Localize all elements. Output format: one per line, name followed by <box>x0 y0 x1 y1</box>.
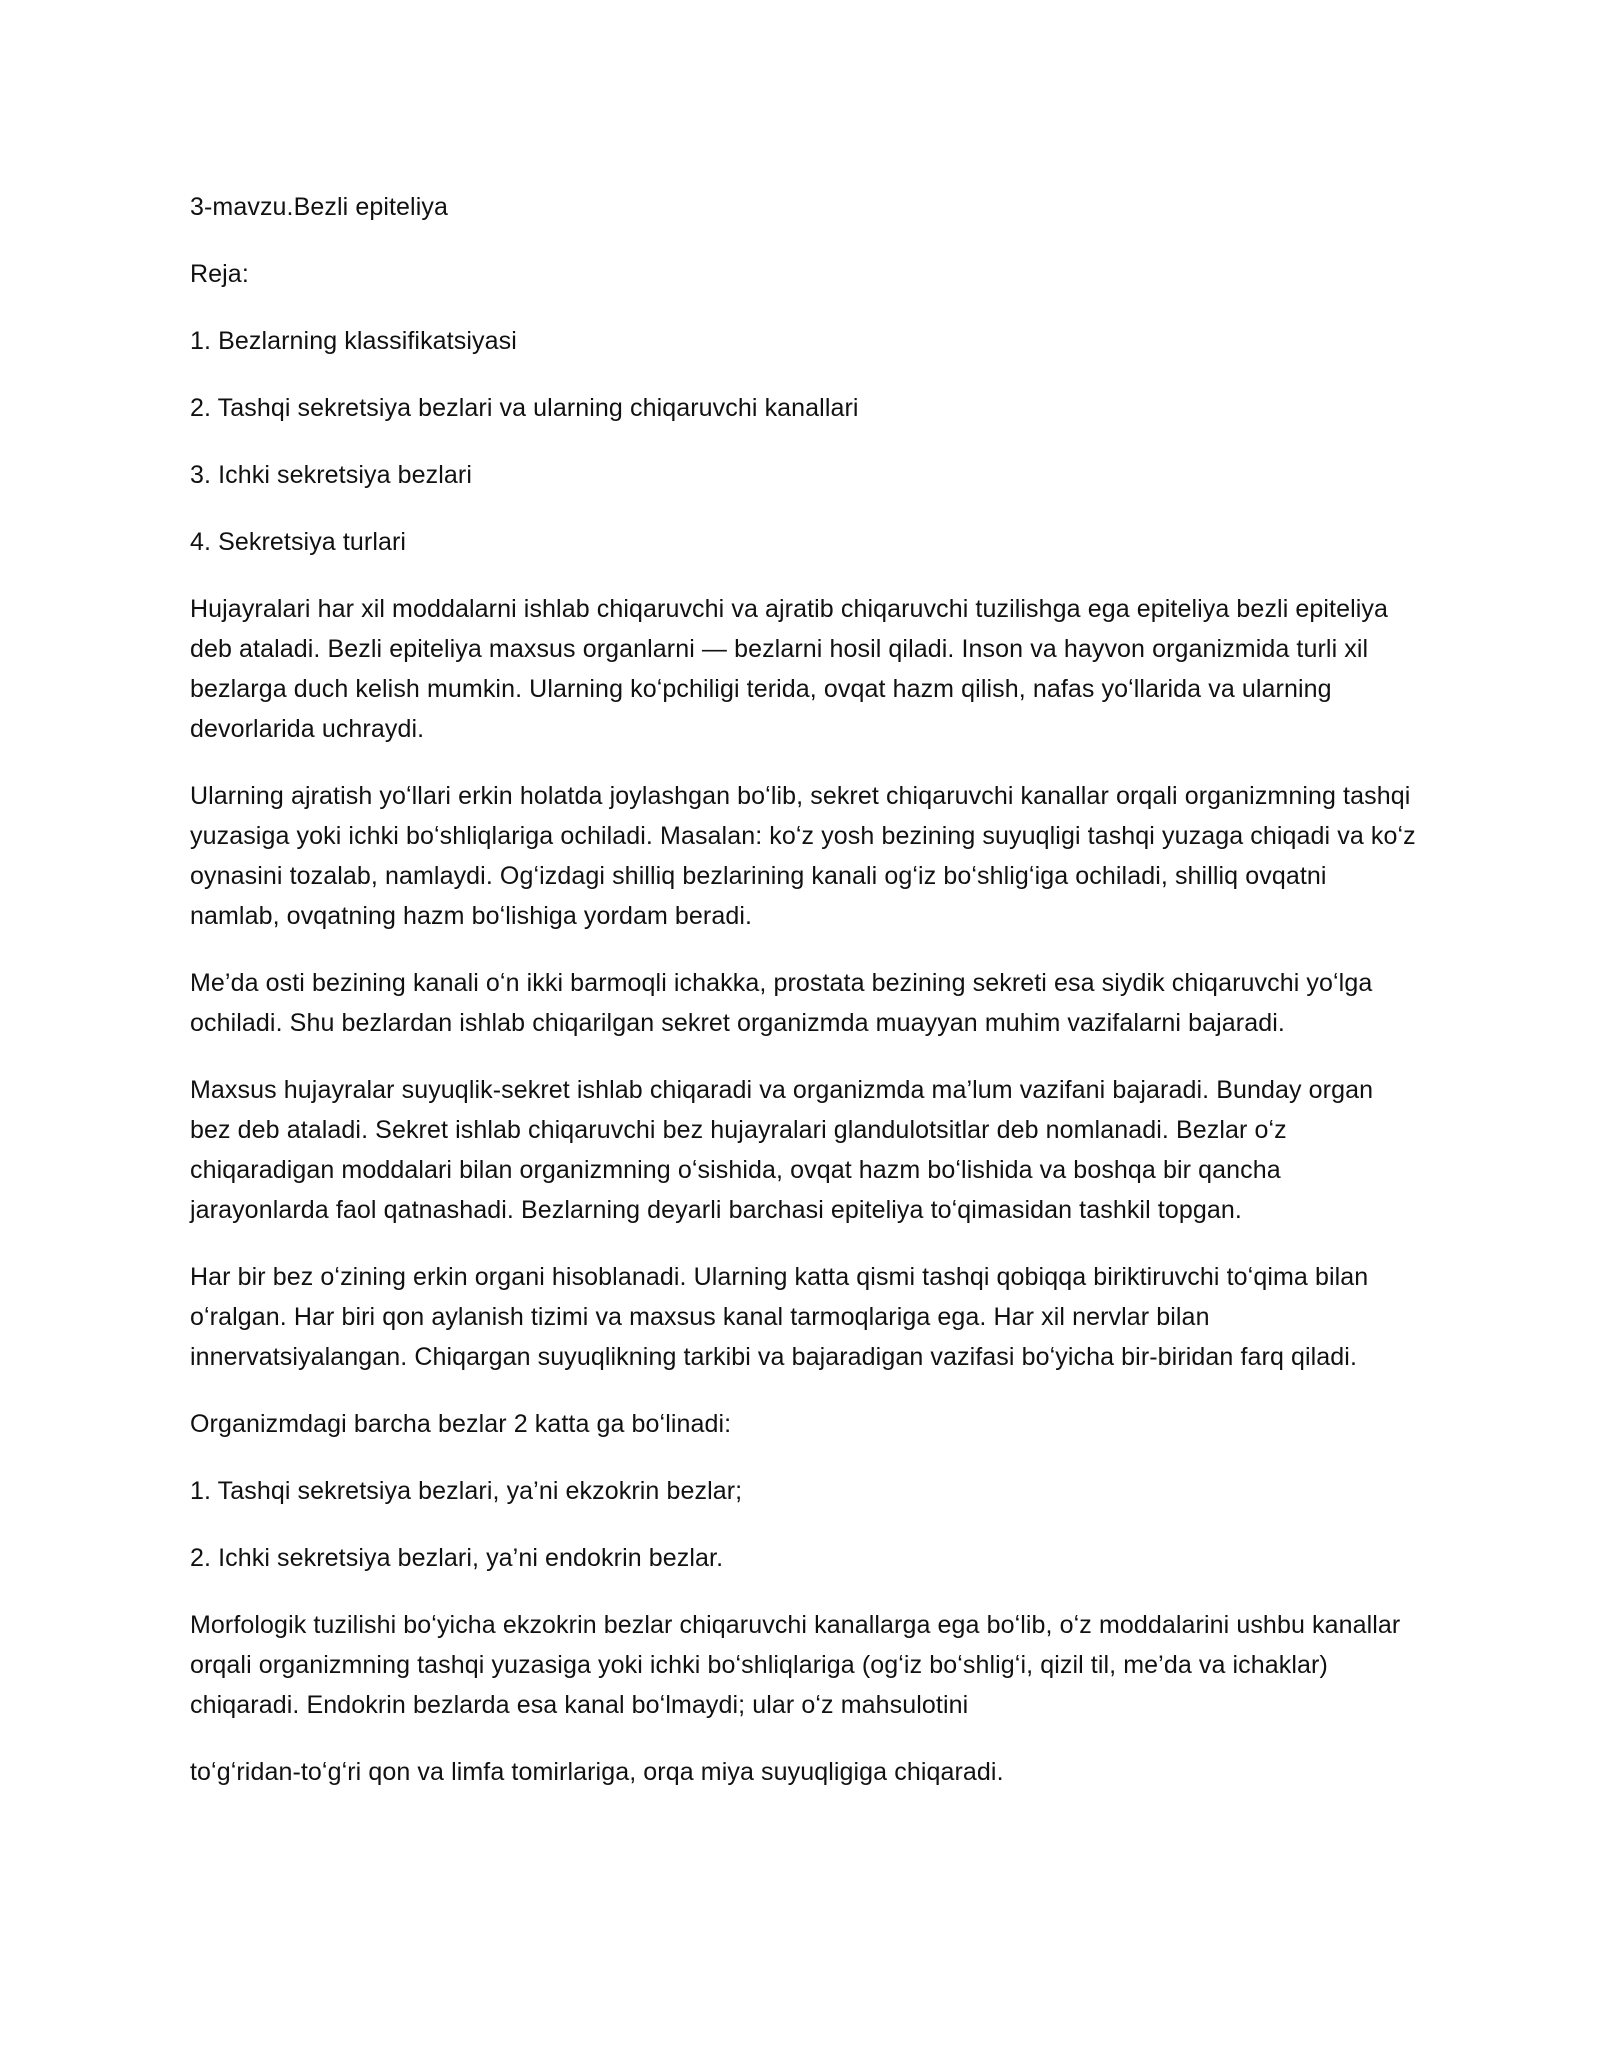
document-body <box>190 187 1420 1819</box>
plan-item: 4. Sekretsiya turlari <box>190 528 407 556</box>
gland-type-item: 1. Tashqi sekretsiya bezlari, ya’ni ekzokrin bezlar; <box>190 1477 743 1505</box>
gland-type-item: 2. Ichki sekretsiya bezlari, ya’ni endokrin bezlar. <box>190 1544 724 1572</box>
body-paragraph: Hujayralari har xil moddalarni ishlab chiqaruvchi va ajratib chiqaruvchi tuzilishga ega epiteliya bezli epiteliya deb ataladi. Bezli epiteliya maxsus organlarni — bezlarni hosil qiladi. Inson va hayvon organizmida turli xil bezlarga duch kelish mumkin. Ularning koʻpchiligi terida, ovqat hazm qilish, nafas yoʻllarida va ularning devorlarida uchraydi. <box>190 595 1389 743</box>
body-paragraph: Ularning ajratish yoʻllari erkin holatda joylashgan boʻlib, sekret chiqaruvchi kanallar orqali organizmning tashqi yuzasiga yoki ichki boʻshliqlariga ochiladi. Masalan: koʻz yosh bezining suyuqligi tashqi yuzaga chiqadi va koʻz oynasini tozalab, namlaydi. Ogʻizdagi shilliq bezlarining kanali ogʻiz boʻshligʻiga ochiladi, shilliq ovqatni namlab, ovqatning hazm boʻlishiga yordam beradi. <box>190 782 1416 930</box>
body-paragraph: Har bir bez oʻzining erkin organi hisoblanadi. Ularning katta qismi tashqi qobiqqa biriktiruvchi toʻqima bilan oʻralgan. Har biri qon aylanish tizimi va maxsus kanal tarmoqlariga ega. Har xil nervlar bilan innervatsiyalangan. Chiqargan suyuqlikning tarkibi va bajaradigan vazifasi boʻyicha bir-biridan farq qiladi. <box>190 1263 1369 1371</box>
body-paragraph: Maxsus hujayralar suyuqlik-sekret ishlab chiqaradi va organizmda ma’lum vazifani bajaradi. Bunday organ bez deb ataladi. Sekret ishlab chiqaruvchi bez hujayralari glandulotsitlar deb nomlanadi. Bezlar oʻz chiqaradigan moddalari bilan organizmning oʻsishida, ovqat hazm boʻlishida va boshqa bir qancha jarayonlarda faol qatnashadi. Bezlarning deyarli barchasi epiteliya toʻqimasidan tashkil topgan. <box>190 1076 1374 1224</box>
plan-item: 1. Bezlarning klassifikatsiyasi <box>190 327 517 355</box>
body-paragraph: Morfologik tuzilishi boʻyicha ekzokrin bezlar chiqaruvchi kanallarga ega boʻlib, oʻz moddalarini ushbu kanallar orqali organizmning tashqi yuzasiga yoki ichki boʻshliqlariga (ogʻiz boʻshligʻi, qizil til, me’da va ichaklar) chiqaradi. Endokrin bezlarda esa kanal boʻlmaydi; ular oʻz mahsulotini <box>190 1611 1401 1719</box>
plan-label: Reja: <box>190 260 249 288</box>
body-paragraph: Organizmdagi barcha bezlar 2 katta ga boʻlinadi: <box>190 1410 732 1438</box>
document-title: 3-mavzu.Bezli epiteliya <box>190 193 448 221</box>
plan-item: 3. Ichki sekretsiya bezlari <box>190 461 472 489</box>
plan-item: 2. Tashqi sekretsiya bezlari va ularning chiqaruvchi kanallari <box>190 394 859 422</box>
body-paragraph: Me’da osti bezining kanali oʻn ikki barmoqli ichakka, prostata bezining sekreti esa siydik chiqaruvchi yoʻlga ochiladi. Shu bezlardan ishlab chiqarilgan sekret organizmda muayyan muhim vazifalarni bajaradi. <box>190 969 1373 1037</box>
body-paragraph: toʻgʻridan-toʻgʻri qon va limfa tomirlariga, orqa miya suyuqligiga chiqaradi. <box>190 1758 1004 1786</box>
